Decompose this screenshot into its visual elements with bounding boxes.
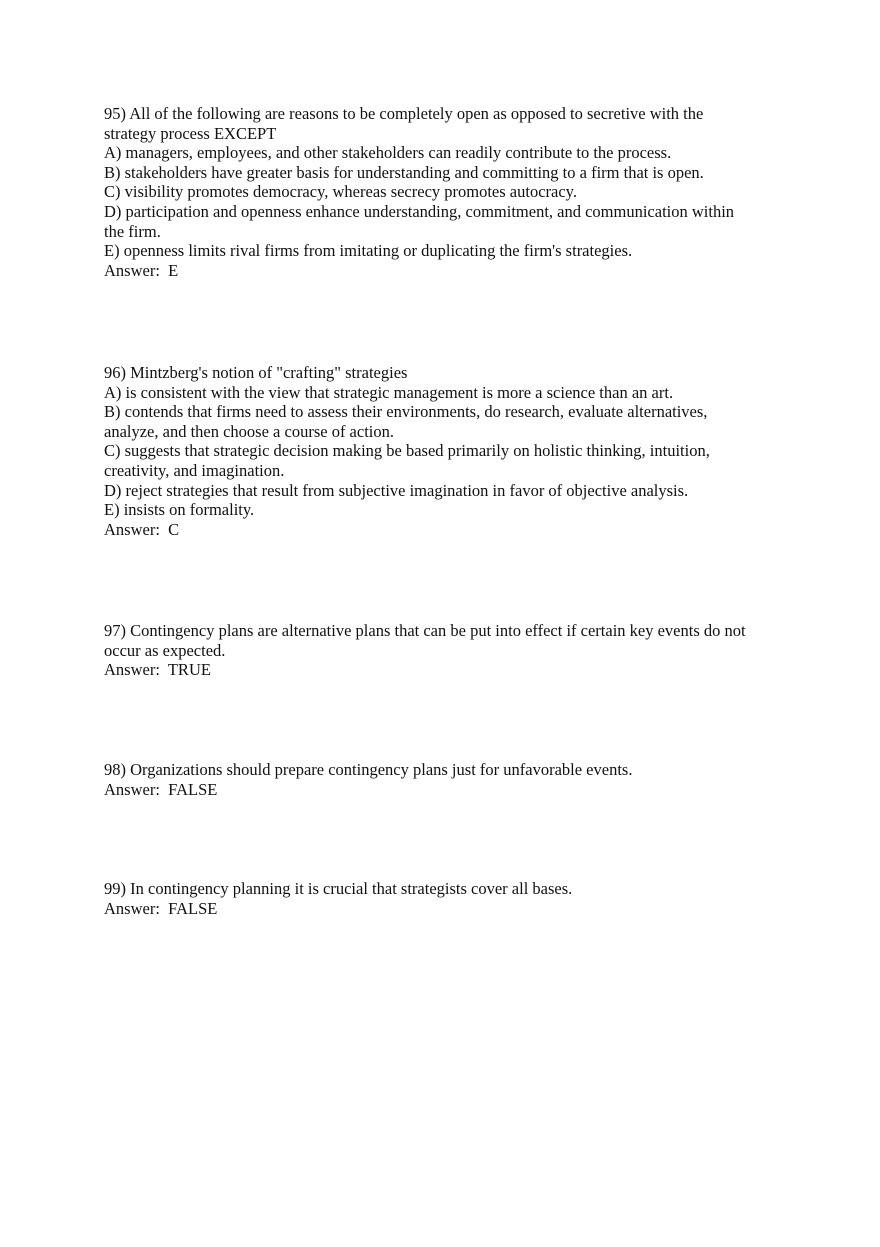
option-d-continued: the firm. xyxy=(104,221,161,241)
question-text: strategy process EXCEPT xyxy=(104,123,277,143)
question-97 xyxy=(104,621,784,680)
question-text: 95) All of the following are reasons to be completely open as opposed to secretive with the xyxy=(104,104,704,123)
option-c: C) visibility promotes democracy, whereas secrecy promotes autocracy. xyxy=(104,182,577,202)
option-a: A) managers, employees, and other stakeholders can readily contribute to the process. xyxy=(104,143,672,163)
option-b: B) stakeholders have greater basis for understanding and committing to a firm that is open. xyxy=(104,162,704,182)
answer: Answer: TRUE xyxy=(104,660,211,680)
question-text: occur as expected. xyxy=(104,640,226,660)
question-96 xyxy=(104,363,784,539)
question-98 xyxy=(104,760,784,799)
answer: Answer: FALSE xyxy=(104,779,218,799)
option-c: C) suggests that strategic decision making be based primarily on holistic thinking, intuition, xyxy=(104,441,710,461)
option-d: D) participation and openness enhance understanding, commitment, and communication within xyxy=(104,201,735,221)
question-text: 97) Contingency plans are alternative plans that can be put into effect if certain key events do not xyxy=(104,621,746,640)
answer: Answer: E xyxy=(104,260,179,280)
option-b-continued: analyze, and then choose a course of action. xyxy=(104,421,394,441)
option-b: B) contends that firms need to assess their environments, do research, evaluate alternatives, xyxy=(104,402,708,422)
option-a: A) is consistent with the view that strategic management is more a science than an art. xyxy=(104,382,674,402)
question-95 xyxy=(104,104,784,280)
question-text: 96) Mintzberg's notion of "crafting" strategies xyxy=(104,363,408,382)
answer: Answer: FALSE xyxy=(104,898,218,918)
option-d: D) reject strategies that result from subjective imagination in favor of objective analysis. xyxy=(104,480,689,500)
answer: Answer: C xyxy=(104,519,180,539)
question-text: 99) In contingency planning it is crucial that strategists cover all bases. xyxy=(104,879,573,898)
question-99 xyxy=(104,879,784,918)
option-e: E) openness limits rival firms from imitating or duplicating the firm's strategies. xyxy=(104,241,633,261)
question-text: 98) Organizations should prepare contingency plans just for unfavorable events. xyxy=(104,760,633,779)
option-e: E) insists on formality. xyxy=(104,500,255,520)
option-c-continued: creativity, and imagination. xyxy=(104,460,285,480)
